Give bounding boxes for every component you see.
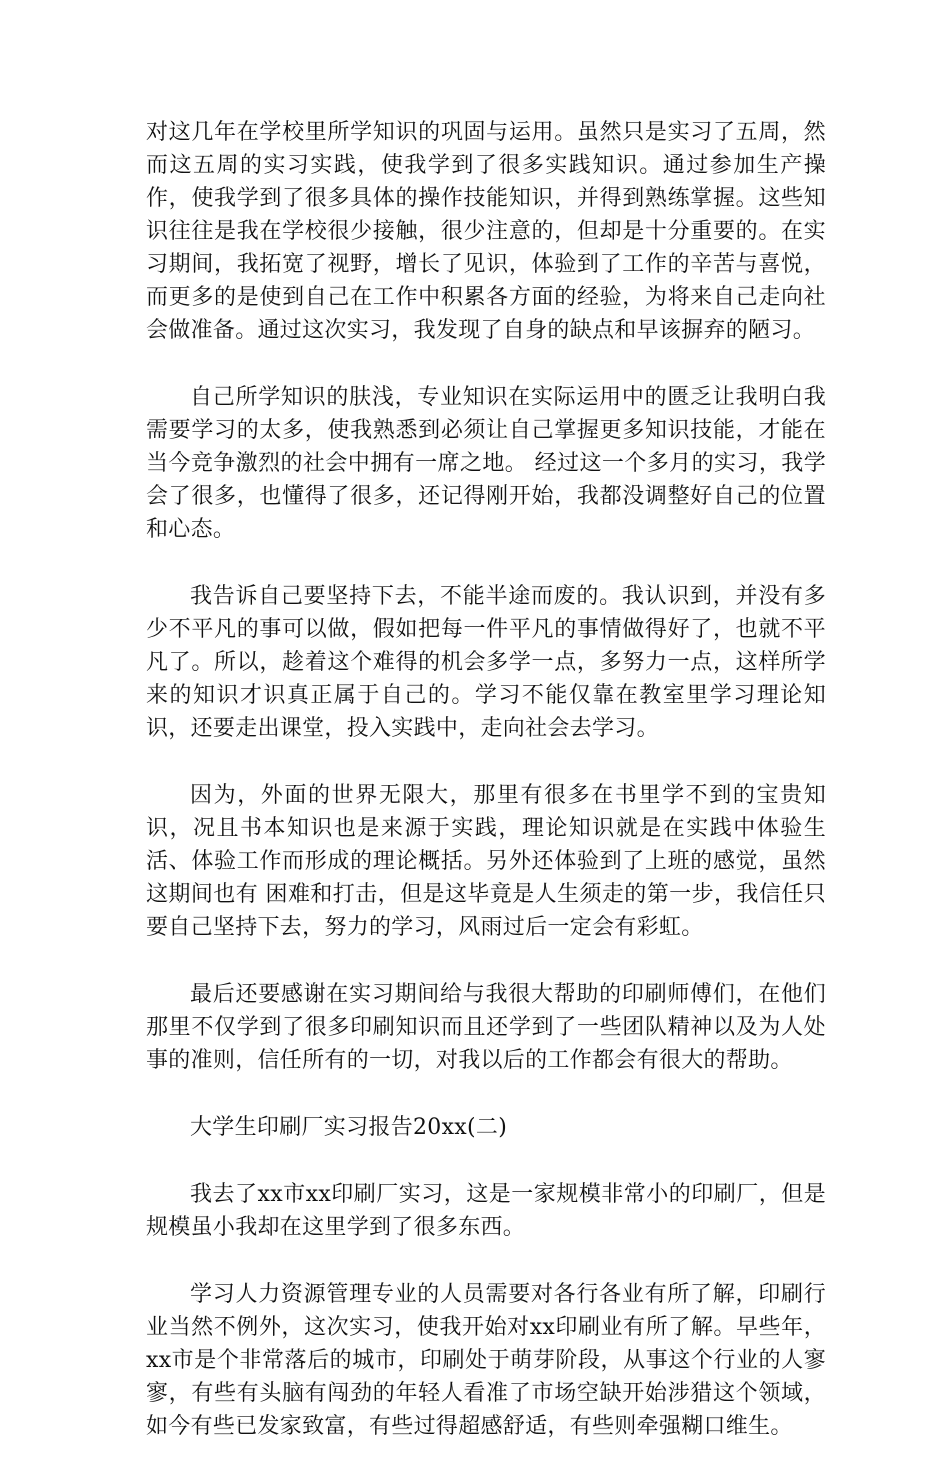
section-heading: 大学生印刷厂实习报告20xx(二) — [190, 1115, 508, 1140]
paragraph: 学习人力资源管理专业的人员需要对各行各业有所了解，印刷行业当然不例外，这次实习，使我开始对xx印刷业有所了解。早些年，xx市是个非常落后的城市，印刷处于萌芽阶段，从事这个行业的人寥寥，有些有头脑有闯劲的年轻人看准了市场空缺开始涉猎这个领域，如今有些已发家致富，有些过得超感舒适，有些则牵强糊口维生。 — [146, 1282, 826, 1439]
paragraph: 对这几年在学校里所学知识的巩固与运用。虽然只是实习了五周，然而这五周的实习实践，使我学到了很多实践知识。通过参加生产操作，使我学到了很多具体的操作技能知识，并得到熟练掌握。这些知识往往是我在学校很少接触，很少注意的，但却是十分重要的。在实习期间，我拓宽了视野，增长了见识，体验到了工作的辛苦与喜悦，而更多的是使到自己在工作中积累各方面的经验，为将来自己走向社会做准备。通过这次实习，我发现了自身的缺点和早该摒弃的陋习。 — [146, 120, 826, 343]
paragraph: 自己所学知识的肤浅，专业知识在实际运用中的匮乏让我明白我需要学习的太多，使我熟悉到必须让自己掌握更多知识技能，才能在当今竞争激烈的社会中拥有一席之地。 经过这一个多月的实习，我学会了很多，也懂得了很多，还记得刚开始，我都没调整好自己的位置和心态。 — [146, 385, 826, 542]
paragraph: 我告诉自己要坚持下去，不能半途而废的。我认识到，并没有多少不平凡的事可以做，假如把每一件平凡的事情做得好了，也就不平凡了。所以，趁着这个难得的机会多学一点，多努力一点，这样所学来的知识才识真正属于自己的。学习不能仅靠在教室里学习理论知识，还要走出课堂，投入实践中，走向社会去学习。 — [146, 584, 826, 741]
document-body — [146, 116, 826, 1477]
paragraph: 因为，外面的世界无限大，那里有很多在书里学不到的宝贵知识，况且书本知识也是来源于实践，理论知识就是在实践中体验生活、体验工作而形成的理论概括。另外还体验到了上班的感觉，虽然这期间也有 困难和打击，但是这毕竟是人生须走的第一步，我信任只要自己坚持下去，努力的学习，风雨过后一定会有彩虹。 — [146, 783, 826, 940]
paragraph: 最后还要感谢在实习期间给与我很大帮助的印刷师傅们，在他们那里不仅学到了很多印刷知识而且还学到了一些团队精神以及为人处事的准则，信任所有的一切，对我以后的工作都会有很大的帮助。 — [146, 982, 826, 1073]
paragraph: 我去了xx市xx印刷厂实习，这是一家规模非常小的印刷厂，但是规模虽小我却在这里学到了很多东西。 — [146, 1182, 826, 1240]
